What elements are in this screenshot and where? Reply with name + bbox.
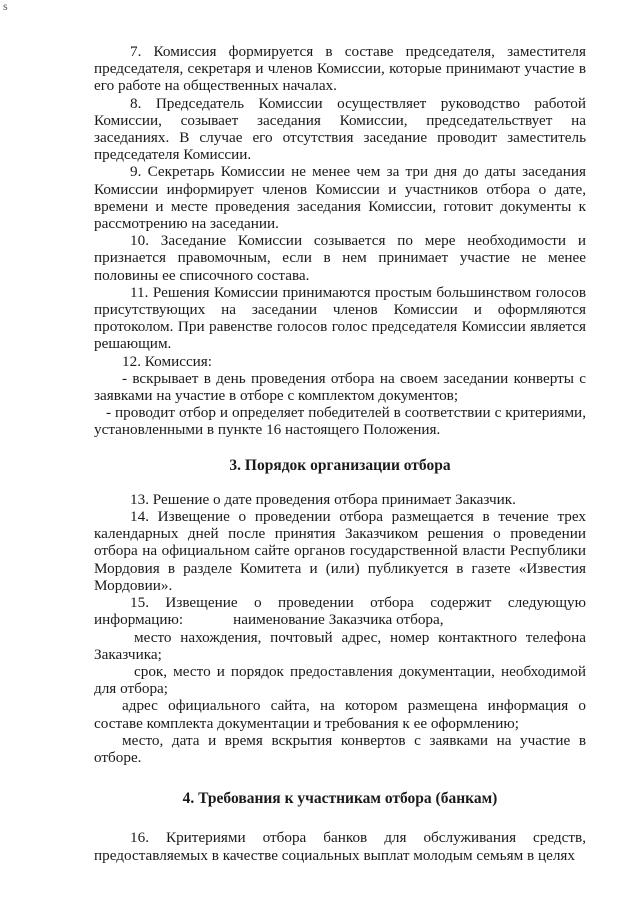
document-body [94, 43, 586, 864]
paragraph-11: 11. Решения Комиссии принимаются простым большинством голосов присутствующих на заседании членов Комиссии и оформляются протоколом. При равенстве голосов голос председателя Комиссии является решающим. [94, 283, 586, 353]
paragraph-15-info-label: информацию: [94, 611, 184, 629]
paragraph-7: 7. Комиссия формируется в составе председателя, заместителя председателя, секретаря и членов Комиссии, которые принимают участие в его работе на общественных началах. [94, 43, 586, 95]
section-4-title: 4. Требования к участникам отбора (банкам) [182, 790, 498, 808]
paragraph-16: 16. Критериями отбора банков для обслуживания средств, предоставляемых в качестве социальных выплат молодым семьям в целях [94, 829, 586, 864]
paragraph-15-line2 [94, 611, 586, 628]
paragraph-15-line1: 15. Извещение о проведении отбора содержит следующую [130, 594, 586, 612]
paragraph-12: 12. Комиссия: [122, 352, 213, 370]
paragraph-14: 14. Извещение о проведении отбора размещается в течение трех календарных дней после принятия Заказчиком решения о проведении отбора на официальном сайте органов государственной власти Республики Мордовия в разделе Комитета и (или) публикуется в газете «Известия Мордовии». [94, 508, 586, 594]
paragraph-9: 9. Секретарь Комиссии не менее чем за три дня до даты заседания Комиссии информирует членов Комиссии и участников отбора о дате, времени и месте проведения заседания Комиссии, готовит документы к рассмотрению на заседании. [94, 163, 586, 233]
paragraph-15-address: место нахождения, почтовый адрес, номер контактного телефона Заказчика; [94, 628, 586, 663]
paragraph-13: 13. Решение о дате проведения отбора принимает Заказчик. [130, 490, 516, 508]
paragraph-8: 8. Председатель Комиссии осуществляет руководство работой Комиссии, созывает заседания Комиссии, председательствует на заседаниях. В случае его отсутствия заседание проводит заместитель председателя Комиссии. [94, 94, 586, 164]
paragraph-15 [94, 594, 586, 628]
list-item-12b: - проводит отбор и определяет победителей в соответствии с критериями, установленными в пункте 16 настоящего Положения. [94, 404, 586, 439]
corner-mark: s [3, 0, 8, 13]
paragraph-15-deadline: срок, место и порядок предоставления документации, необходимой для отбора; [94, 662, 586, 698]
paragraph-15-customer-name: наименование Заказчика отбора, [233, 611, 444, 629]
list-item-12a: - вскрывает в день проведения отбора на своем заседании конверты с заявками на участие в отборе с комплектом документов; [94, 369, 586, 405]
paragraph-10: 10. Заседание Комиссии созывается по мере необходимости и признается правомочным, если в нем принимает участие не менее половины ее списочного состава. [94, 232, 586, 284]
paragraph-15-website: адрес официального сайта, на котором размещена информация о составе комплекта документации и требования к ее оформлению; [94, 697, 586, 732]
paragraph-15-opening: место, дата и время вскрытия конвертов с заявками на участие в отборе. [94, 731, 586, 766]
section-3-title: 3. Порядок организации отбора [229, 456, 451, 474]
